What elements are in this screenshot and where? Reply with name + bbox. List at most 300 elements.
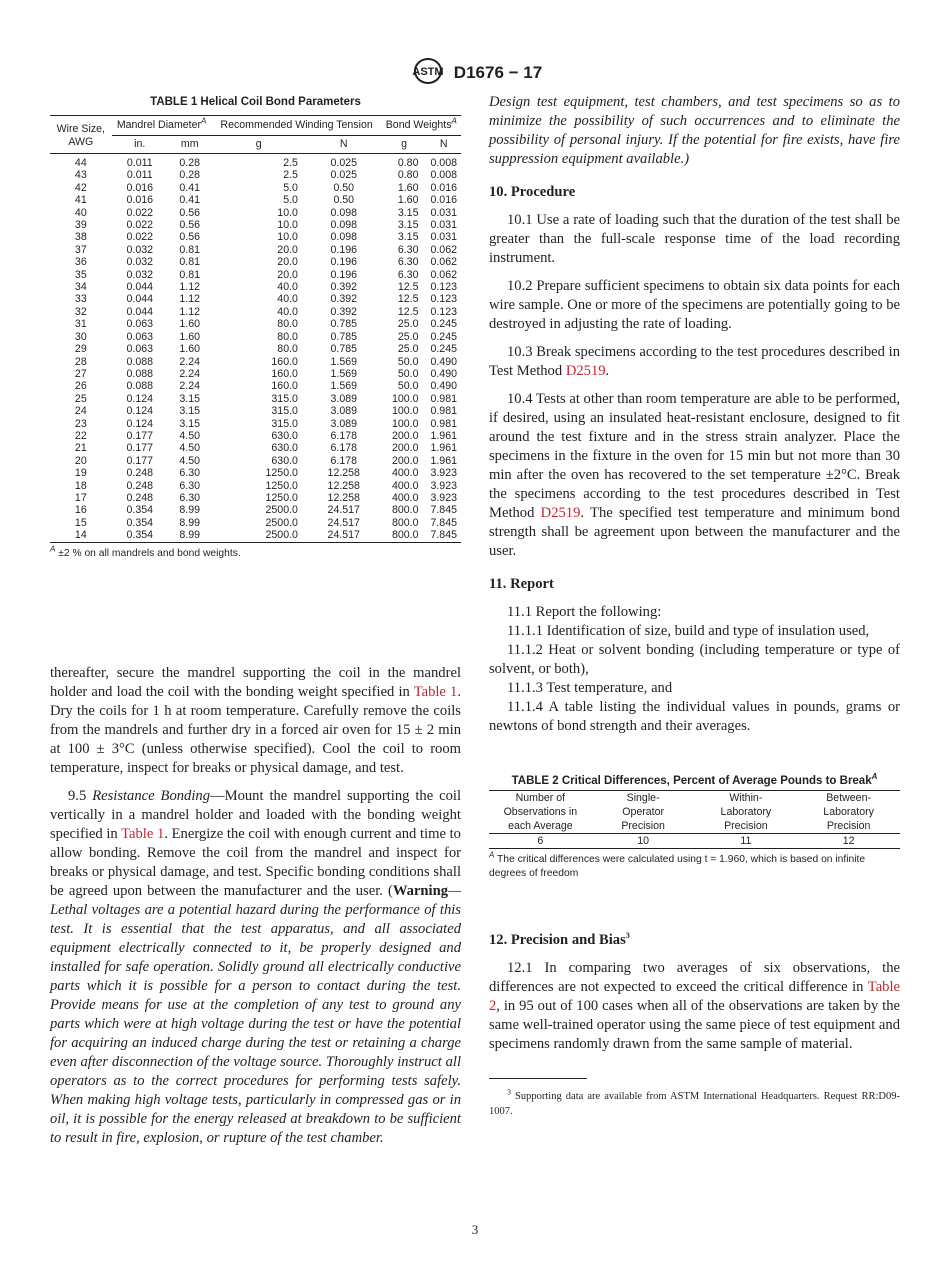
table-cell: 25.0	[397, 318, 419, 331]
table-cell: 6.178	[330, 454, 358, 467]
table-cell: 1.60	[179, 343, 201, 356]
paragraph-10-2	[489, 277, 900, 334]
table-cell: 0.28	[179, 169, 201, 182]
header-line: Within-	[729, 792, 763, 804]
table-cell: 0.123	[430, 293, 457, 306]
table-cell: 6.178	[330, 442, 358, 455]
table-cell: 630.0	[271, 442, 298, 455]
table-cell: 25	[74, 392, 87, 405]
table-row	[50, 331, 461, 343]
table-cell: 0.008	[430, 169, 457, 182]
table-cell: 4.50	[179, 454, 201, 467]
table-cell: 8.99	[179, 529, 201, 542]
reference-link[interactable]: Table 1	[121, 826, 165, 842]
table-cell: 160.0	[271, 367, 298, 380]
table-cell: 1250.0	[265, 491, 298, 504]
table-cell: 0.981	[430, 392, 457, 405]
table-cell: 0.031	[430, 219, 457, 232]
text-segment: thereafter, secure the mandrel supporting the coil in the mandrel holder and load the coil with the bonding weight specified in	[50, 665, 461, 700]
table-cell: 0.56	[179, 206, 201, 219]
table-cell: 18	[74, 479, 87, 492]
table-cell: 6.30	[397, 256, 419, 269]
text-segment: 10.4 Tests at other than room temperature are able to be performed, if desired, using an insulated heat-resistant enclosure, designed to fit around the test fixture and in the stress strain analyzer. Place the specimens in the fixture in the oven for 15 min but not more than 30 min after the oven has recovered to the set temperature ±2°C. Break the specimens according to the test procedures described in Test Method	[489, 391, 900, 521]
table-cell: 0.011	[126, 169, 153, 182]
table-cell: 0.098	[330, 231, 358, 244]
table-cell: 80.0	[277, 330, 298, 343]
table-cell: 1.60	[397, 194, 419, 207]
table-cell: 36	[74, 256, 87, 269]
table-cell: 6.30	[397, 243, 419, 256]
table-cell: 8.99	[179, 516, 201, 529]
table-cell: 3.15	[397, 231, 419, 244]
table-cell: 0.016	[126, 181, 153, 194]
table-cell: 40.0	[277, 305, 298, 318]
header-bond: Bond Weights$^A$	[382, 116, 461, 136]
table-cell: 0.062	[430, 268, 457, 281]
report-item: 11.1.4 A table listing the individual values in pounds, grams or newtons of bond strength and their averages.	[489, 699, 900, 734]
table-row	[50, 356, 461, 368]
table-cell: 1.12	[179, 305, 201, 318]
header-line: Precision	[826, 820, 871, 832]
table-cell: 0.354	[126, 504, 153, 517]
table-row	[50, 442, 461, 454]
table-cell: 0.022	[126, 231, 153, 244]
table-cell: 200.0	[391, 454, 419, 467]
table-cell: 10	[637, 835, 650, 847]
table-cell: 0.123	[430, 305, 457, 318]
table-cell: 0.196	[330, 268, 358, 281]
table2-header	[592, 791, 695, 834]
table-cell: 0.981	[430, 405, 457, 418]
table-row	[50, 318, 461, 330]
table-cell: 315.0	[271, 392, 298, 405]
table-cell: 14	[74, 529, 87, 542]
header-mandrel: Mandrel Diameter$^A$	[112, 116, 212, 136]
table-cell: 0.123	[430, 281, 457, 294]
table2-title: TABLE 2 Critical Differences, Percent of Average Pounds to Break$^A$	[511, 772, 878, 787]
table-cell: 12.258	[327, 479, 360, 492]
table-row	[50, 368, 461, 380]
table-cell: 0.063	[126, 330, 153, 343]
text-segment: . The specified test temperature and minimum bond strength shall be agreement upon between the manufacturer and the user.	[489, 505, 900, 559]
page-header	[0, 58, 950, 89]
table-cell: 29	[74, 343, 87, 356]
table-cell: 3.089	[330, 405, 358, 418]
table-cell: 10.0	[277, 219, 298, 232]
table-cell: 0.248	[126, 491, 153, 504]
table-cell: 0.031	[430, 231, 457, 244]
report-item: 11.1 Report the following:	[507, 604, 662, 620]
table-cell: 100.0	[391, 392, 419, 405]
text-segment: . Energize the coil with enough current and time to allow bonding. Remove the coil from the mandrel and inspect for breaks or physical damage, and test. Specific bonding conditions shall be agreed upon between the manufacturer and the user. (	[50, 826, 461, 899]
table-row	[50, 517, 461, 529]
reference-link[interactable]: Table 2	[489, 979, 900, 1014]
table-cell: 0.392	[330, 293, 358, 306]
table1	[50, 115, 461, 543]
table-cell: 3.089	[330, 417, 358, 430]
table-cell: 10.0	[277, 231, 298, 244]
table-cell: 0.248	[126, 467, 153, 480]
table-cell: 24.517	[327, 504, 360, 517]
table-cell: 17	[74, 491, 87, 504]
table-cell: 40	[74, 206, 87, 219]
table-cell: 0.490	[430, 380, 457, 393]
table-cell: 41	[74, 194, 87, 207]
table-cell: 3.15	[397, 206, 419, 219]
table-cell: 7.845	[430, 529, 457, 542]
table-row	[50, 492, 461, 504]
table-cell: 22	[74, 429, 87, 442]
table-cell: 0.41	[179, 194, 201, 207]
table-cell: 0.490	[430, 355, 457, 368]
table-cell: 24.517	[327, 529, 360, 542]
table-cell: 0.062	[430, 256, 457, 269]
table-cell: 0.50	[333, 181, 355, 194]
table-cell: 400.0	[391, 467, 419, 480]
table-cell: 0.016	[430, 181, 457, 194]
table-cell: 34	[74, 281, 87, 294]
table-cell: 0.785	[330, 318, 358, 331]
text-segment: 10.1 Use a rate of loading such that the duration of the test shall be greater than the full-scale response time of the load recording instrument.	[489, 212, 900, 266]
unit-header: in.	[134, 138, 146, 150]
table-cell: 0.124	[126, 405, 153, 418]
unit-header: N	[439, 138, 448, 150]
table-cell: 400.0	[391, 491, 419, 504]
table-cell: 0.008	[430, 157, 457, 169]
table-cell: 2500.0	[265, 504, 298, 517]
table-cell: 630.0	[271, 429, 298, 442]
table-cell: 0.245	[430, 343, 457, 356]
table-cell: 27	[74, 367, 87, 380]
table-row	[50, 154, 461, 170]
table-cell: 1.569	[330, 355, 358, 368]
footnote-divider	[489, 1078, 587, 1079]
table-cell: 15	[74, 516, 87, 529]
table-cell: 4.50	[179, 442, 201, 455]
table-cell: 0.032	[126, 243, 153, 256]
left-text	[50, 664, 461, 1157]
table-cell: 23	[74, 417, 87, 430]
table-cell: 10.0	[277, 206, 298, 219]
table-cell: 38	[74, 231, 87, 244]
table-cell: 200.0	[391, 442, 419, 455]
table-cell: 6	[537, 835, 544, 847]
table-cell: 39	[74, 219, 87, 232]
table1-title: TABLE 1 Helical Coil Bond Parameters	[150, 96, 361, 108]
table-cell: 2500.0	[265, 516, 298, 529]
section-12-heading: 12. Precision and Bias$^3$	[489, 931, 630, 948]
table-cell: 1.60	[397, 181, 419, 194]
table-row	[50, 182, 461, 194]
table-cell: 4.50	[179, 429, 201, 442]
table-cell: 160.0	[271, 355, 298, 368]
footnote-3: $^3$ Supporting data are available from ASTM International Headquarters. Request RR:D09-1007.	[489, 1087, 900, 1117]
table-cell: 50.0	[397, 355, 419, 368]
table-row	[50, 504, 461, 516]
page-number: 3	[471, 1222, 479, 1237]
table-cell: 6.30	[179, 491, 201, 504]
table-row	[50, 219, 461, 231]
header-wire-size: Wire Size, AWG	[56, 123, 105, 148]
text-segment: Resistance Bonding	[92, 788, 210, 804]
warning-continuation	[489, 93, 900, 169]
table-cell: 50.0	[397, 367, 419, 380]
table-cell: 6.30	[179, 479, 201, 492]
table2	[489, 790, 900, 849]
table-cell: 0.031	[430, 206, 457, 219]
table-cell: 24	[74, 405, 87, 418]
table-cell: 0.088	[126, 367, 153, 380]
table-cell: 37	[74, 243, 87, 256]
table-cell: 0.196	[330, 243, 358, 256]
paragraph-10-1	[489, 211, 900, 268]
table-cell: 1.60	[179, 318, 201, 331]
reference-link[interactable]: D2519	[540, 505, 581, 521]
table-cell: 0.248	[126, 479, 153, 492]
table-cell: 3.923	[430, 467, 457, 480]
table-cell: 800.0	[391, 504, 419, 517]
table-cell: 5.0	[283, 181, 298, 194]
table-cell: 40.0	[277, 293, 298, 306]
table-cell: 12.5	[397, 293, 419, 306]
table-cell: 31	[74, 318, 87, 331]
table-cell: 0.196	[330, 256, 358, 269]
report-item: 11.1.2 Heat or solvent bonding (including temperature or type of solvent, or both),	[489, 642, 900, 677]
paragraph-9-5	[50, 787, 461, 1148]
unit-header: N	[339, 138, 348, 150]
table-cell: 0.490	[430, 367, 457, 380]
table-cell: 2.24	[179, 355, 201, 368]
table-cell: 7.845	[430, 516, 457, 529]
table-cell: 30	[74, 330, 87, 343]
table2-footnote: $^A$ The critical differences were calculated using t = 1.960, which is based on infinite degrees of freedom	[489, 850, 866, 879]
header-line: Between-	[826, 792, 871, 804]
table-cell: 0.177	[126, 429, 153, 442]
table-cell: 35	[74, 268, 87, 281]
table-cell: 0.098	[330, 219, 358, 232]
table-cell: 2.24	[179, 367, 201, 380]
table-cell: 0.392	[330, 281, 358, 294]
table-cell: 25.0	[397, 330, 419, 343]
table-cell: 2.5	[283, 169, 298, 182]
table-cell: 8.99	[179, 504, 201, 517]
header-line: Observations in	[503, 806, 578, 818]
header-line: Single-	[626, 792, 660, 804]
text-segment: 10.3 Break specimens according to the test procedures described in Test Method	[489, 344, 900, 379]
table-row	[50, 529, 461, 542]
table-cell: 800.0	[391, 516, 419, 529]
table-cell: 0.088	[126, 380, 153, 393]
table-cell: 12.258	[327, 467, 360, 480]
table-cell: 0.016	[126, 194, 153, 207]
table-cell: 0.80	[397, 169, 419, 182]
table1-footnote: $^A$ ±2 % on all mandrels and bond weights.	[50, 544, 241, 559]
table-cell: 1.60	[179, 330, 201, 343]
table-row	[50, 430, 461, 442]
table-cell: 43	[74, 169, 87, 182]
table-cell: 0.177	[126, 454, 153, 467]
table-cell: 1.12	[179, 293, 201, 306]
header-tension: Recommended Winding Tension	[212, 116, 382, 136]
table2-header	[489, 791, 592, 834]
table-cell: 0.56	[179, 231, 201, 244]
table-cell: 3.15	[179, 405, 201, 418]
table-cell: 0.032	[126, 256, 153, 269]
table-cell: 19	[74, 467, 87, 480]
table-cell: 0.177	[126, 442, 153, 455]
table-cell: 80.0	[277, 343, 298, 356]
table-cell: 0.785	[330, 330, 358, 343]
table-cell: 12.5	[397, 305, 419, 318]
table-cell: 50.0	[397, 380, 419, 393]
table-cell: 20.0	[277, 256, 298, 269]
table-cell: 20.0	[277, 268, 298, 281]
table-cell: 0.032	[126, 268, 153, 281]
table-row	[50, 194, 461, 206]
table-cell: 26	[74, 380, 87, 393]
table-cell: 25.0	[397, 343, 419, 356]
table-row	[50, 269, 461, 281]
table-cell: 0.044	[126, 305, 153, 318]
table-cell: 0.80	[397, 157, 419, 169]
table-cell: 7.845	[430, 504, 457, 517]
paragraph-12-1	[489, 959, 900, 1054]
table-row	[50, 293, 461, 305]
table-cell: 6.30	[397, 268, 419, 281]
table-cell: 1.569	[330, 367, 358, 380]
table-cell: 1250.0	[265, 479, 298, 492]
table-cell: 2.24	[179, 380, 201, 393]
table-cell: 1.961	[430, 442, 457, 455]
table-cell: 0.016	[430, 194, 457, 207]
table-row	[50, 343, 461, 355]
table-cell: 315.0	[271, 417, 298, 430]
table-cell: 0.124	[126, 417, 153, 430]
table-cell: 0.785	[330, 343, 358, 356]
table-cell: 0.098	[330, 206, 358, 219]
table-cell: 0.245	[430, 318, 457, 331]
table-cell: 0.044	[126, 293, 153, 306]
text-segment: .	[605, 363, 610, 379]
unit-header: g	[401, 138, 407, 150]
table-cell: 400.0	[391, 479, 419, 492]
unit-header: mm	[180, 138, 199, 150]
table-row	[50, 393, 461, 405]
table2-header	[695, 791, 798, 834]
report-item: 11.1.3 Test temperature, and	[507, 680, 673, 696]
table-cell: 3.089	[330, 392, 358, 405]
text-segment: —Mount the mandrel supporting the coil vertically in a mandrel holder and loaded with the bonding weight specified in	[50, 788, 462, 842]
table-cell: 800.0	[391, 529, 419, 542]
table-row	[50, 207, 461, 219]
header-line: Precision	[621, 820, 665, 832]
table-cell: 1.961	[430, 429, 457, 442]
table-row	[50, 231, 461, 243]
table-cell: 33	[74, 293, 87, 306]
table-row	[50, 455, 461, 467]
table-row	[50, 306, 461, 318]
table-row	[50, 380, 461, 392]
table-cell: 100.0	[391, 405, 419, 418]
table2-header	[797, 791, 900, 834]
text-segment: Warning	[392, 883, 449, 899]
table-cell: 0.063	[126, 318, 153, 331]
table-cell: 0.354	[126, 529, 153, 542]
paragraph-10-4	[489, 390, 900, 561]
header-line: each Average	[508, 820, 573, 832]
table-row	[50, 169, 461, 181]
table-cell: 160.0	[271, 380, 298, 393]
table-cell: 12.5	[397, 281, 419, 294]
table-row	[50, 281, 461, 293]
designation: D1676 − 17	[453, 62, 543, 82]
table-cell: 0.062	[430, 243, 457, 256]
table-cell: 0.50	[333, 194, 355, 207]
astm-logo-icon	[408, 58, 448, 89]
header-line: Laboratory	[720, 806, 772, 818]
table-row	[50, 418, 461, 430]
table-cell: 0.011	[126, 157, 153, 169]
left-column	[50, 95, 461, 561]
section-11-heading: 11. Report	[489, 576, 554, 592]
unit-header: g	[255, 138, 262, 150]
header-line: Number of	[515, 792, 566, 804]
paragraph-10-3	[489, 343, 900, 381]
table-cell: 16	[74, 504, 87, 517]
table-cell: 0.28	[179, 157, 201, 169]
table-cell: 20	[74, 454, 87, 467]
report-item: 11.1.1 Identification of size, build and type of insulation used,	[507, 623, 870, 639]
table-cell: 0.245	[430, 330, 457, 343]
reference-link[interactable]: Table 1	[413, 684, 458, 700]
table-cell: 11	[740, 835, 752, 847]
table-cell: 0.56	[179, 219, 201, 232]
table-row	[50, 244, 461, 256]
text-segment: . Dry the coils for 1 h at room temperature. Carefully remove the coils from the mandrels and further dry in a forced air oven for 15 ± 2 min at 100 ± 3°C (unless otherwise specified). Cool the coil to room temperature, inspect for breaks or physical damage, and test.	[50, 684, 461, 776]
table-row	[50, 467, 461, 479]
header-line: Precision	[724, 820, 768, 832]
table-cell: 3.15	[179, 392, 201, 405]
header-line: Operator	[622, 806, 665, 818]
table-cell: 5.0	[283, 194, 298, 207]
table-cell: 0.354	[126, 516, 153, 529]
table-cell: 3.15	[179, 417, 201, 430]
table-cell: 3.15	[397, 219, 419, 232]
table-cell: 1.961	[430, 454, 457, 467]
table-cell: 20.0	[277, 243, 298, 256]
table-cell: 0.124	[126, 392, 153, 405]
table-row	[50, 256, 461, 268]
table-cell: 6.30	[179, 467, 201, 480]
table-cell: 2500.0	[265, 529, 298, 542]
table-cell: 0.022	[126, 206, 153, 219]
text-segment: 12.1 In comparing two averages of six observations, the differences are not expected to exceed the critical difference in	[489, 960, 900, 995]
text-segment: 9.5	[68, 788, 93, 804]
text-segment: , in 95 out of 100 cases when all of the observations are taken by the same well-trained operator using the same piece of test equipment and specimens randomly drawn from the same sample of material.	[489, 998, 900, 1052]
table-cell: 3.923	[430, 491, 457, 504]
header-line: Laboratory	[823, 806, 874, 818]
table-cell: 3.923	[430, 479, 457, 492]
table-cell: 2.5	[283, 157, 298, 169]
table-cell: 0.022	[126, 219, 153, 232]
table-row	[50, 405, 461, 417]
table-cell: 0.41	[179, 181, 201, 194]
table-cell: 6.178	[330, 429, 358, 442]
section-10-heading: 10. Procedure	[489, 184, 576, 200]
reference-link[interactable]: D2519	[565, 363, 606, 379]
table-cell: 44	[74, 157, 87, 169]
table-cell: 0.81	[179, 243, 201, 256]
